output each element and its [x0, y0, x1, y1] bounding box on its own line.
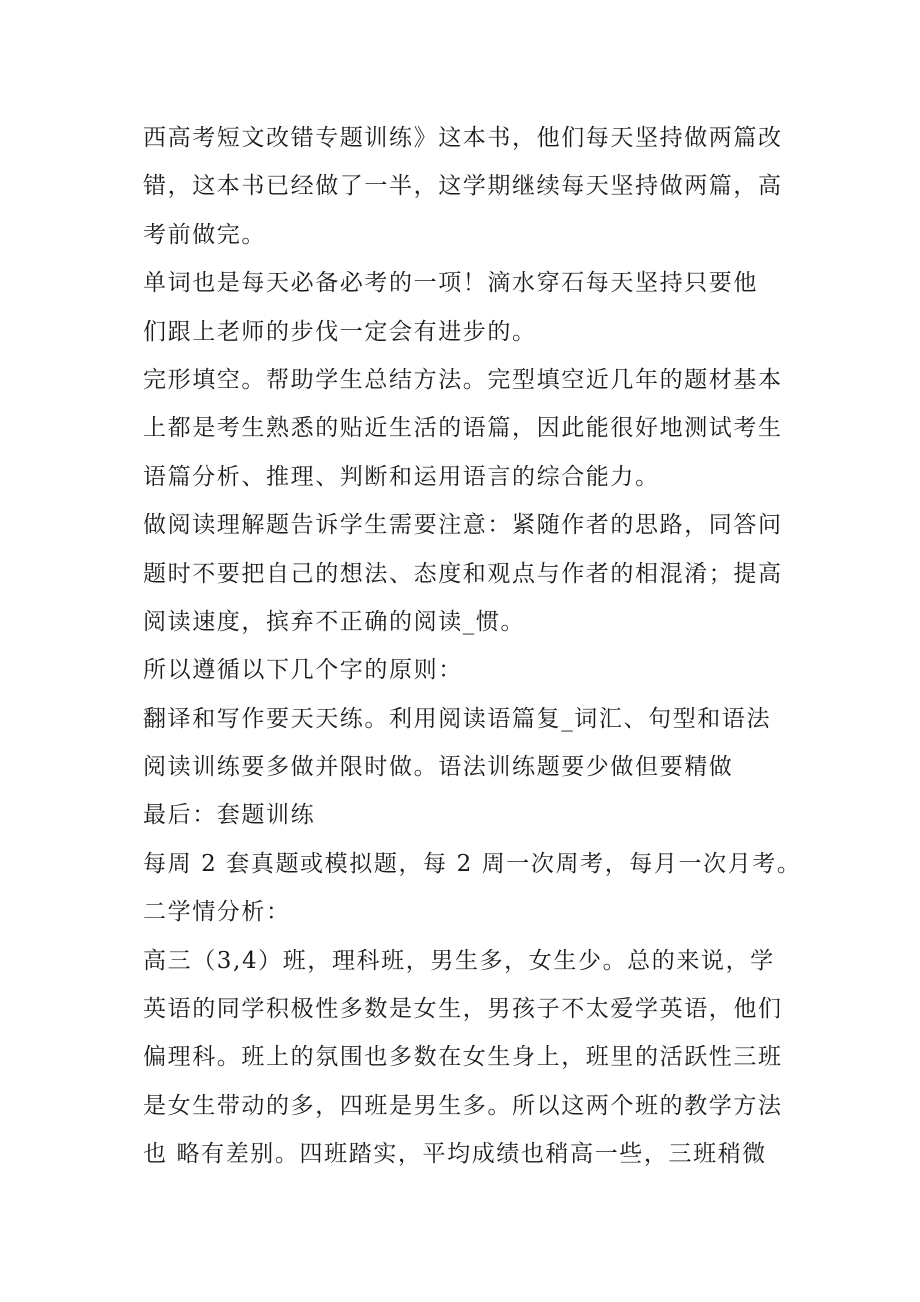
- text-line: 是女生带动的多，四班是男生多。所以这两个班的教学方法: [143, 1092, 783, 1119]
- text-line: 英语的同学积极性多数是女生，男孩子不太爱学英语，他们: [143, 996, 783, 1023]
- text-line: 做阅读理解题告诉学生需要注意：紧随作者的思路，同答问: [143, 512, 783, 539]
- text-line: 二学情分析：: [143, 899, 291, 926]
- text-line: 也 略有差别。四班踏实，平均成绩也稍高一些，三班稍微: [143, 1141, 767, 1168]
- text-line: 们跟上老师的步伐一定会有进步的。: [143, 318, 537, 345]
- text-line: 语篇分析、推理、判断和运用语言的综合能力。: [143, 463, 660, 490]
- document-body: [143, 114, 803, 1179]
- text-line: 每周 2 套真题或模拟题，每 2 周一次周考，每月一次月考。: [143, 850, 802, 877]
- text-line: 单词也是每天必备必考的一项！滴水穿石每天坚持只要他: [143, 270, 758, 297]
- text-line: 翻译和写作要天天练。利用阅读语篇复_词汇、句型和语法: [143, 705, 772, 732]
- text-line: 阅读速度，摈弃不正确的阅读_惯。: [143, 608, 526, 635]
- text-line: 考前做完。: [143, 221, 266, 248]
- text-line: 所以遵循以下几个字的原则：: [143, 657, 463, 684]
- text-line: 阅读训练要多做并限时做。语法训练题要少做但要精做: [143, 754, 734, 781]
- text-line: 偏理科。班上的氛围也多数在女生身上，班里的活跃性三班: [143, 1044, 783, 1071]
- text-line: 西高考短文改错专题训练》这本书，他们每天坚持做两篇改: [143, 125, 783, 151]
- text-line: 题时不要把自己的想法、态度和观点与作者的相混淆；提高: [143, 560, 783, 587]
- text-line: 高三（3,4）班，理科班，男生多，女生少。总的来说，学: [143, 947, 775, 974]
- text-line: 完形填空。帮助学生总结方法。完型填空近几年的题材基本: [143, 366, 783, 393]
- text-line: 最后：套题训练: [143, 802, 316, 829]
- text-line: 上都是考生熟悉的贴近生活的语篇，因此能很好地测试考生: [143, 415, 783, 442]
- text-line: 错，这本书已经做了一半，这学期继续每天坚持做两篇，高: [143, 173, 783, 200]
